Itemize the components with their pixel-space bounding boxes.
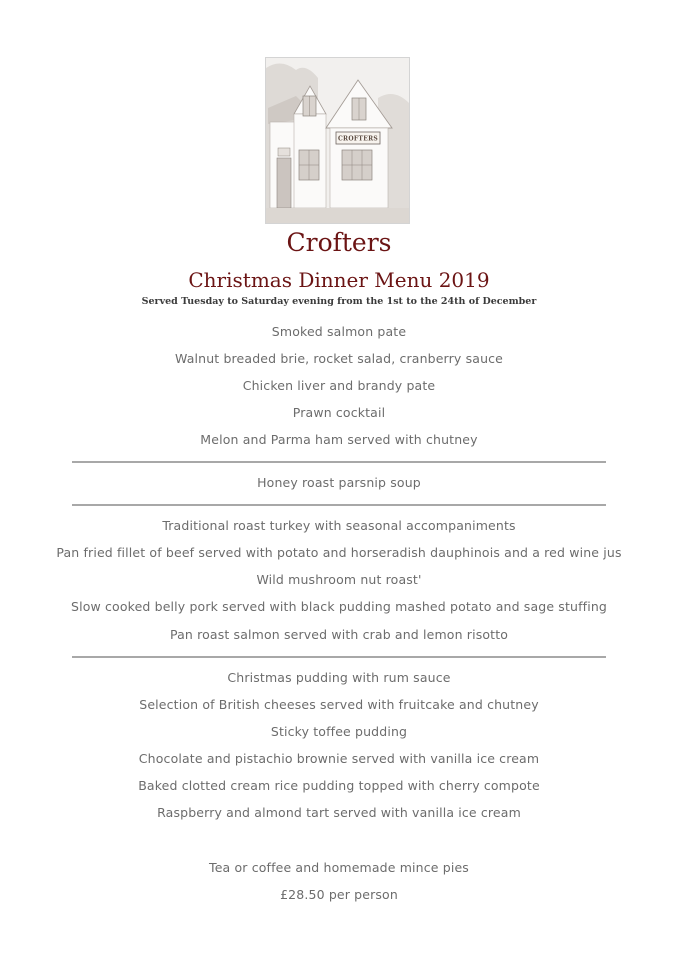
dessert-item: Sticky toffee pudding bbox=[270, 724, 408, 739]
photo-sign-text: CROFTERS bbox=[337, 135, 379, 143]
dessert-item: Raspberry and almond tart served with vanilla ice cream bbox=[157, 805, 521, 820]
starter-item: Smoked salmon pate bbox=[271, 324, 407, 339]
section-divider bbox=[72, 656, 606, 658]
restaurant-photo bbox=[265, 57, 410, 224]
starter-item: Prawn cocktail bbox=[292, 405, 386, 420]
soup-item: Honey roast parsnip soup bbox=[257, 475, 421, 490]
dessert-item: Selection of British cheeses served with fruitcake and chutney bbox=[139, 697, 539, 712]
starter-item: Chicken liver and brandy pate bbox=[242, 378, 436, 393]
dessert-item: Baked clotted cream rice pudding topped with cherry compote bbox=[138, 778, 540, 793]
menu-title: Christmas Dinner Menu 2019 bbox=[188, 268, 490, 292]
section-divider bbox=[72, 504, 606, 506]
section-divider bbox=[72, 461, 606, 463]
main-item: Slow cooked belly pork served with black pudding mashed potato and sage stuffing bbox=[71, 599, 607, 614]
main-item: Pan roast salmon served with crab and lemon risotto bbox=[169, 627, 509, 642]
dessert-item: Chocolate and pistachio brownie served with vanilla ice cream bbox=[138, 751, 540, 766]
served-note: Served Tuesday to Saturday evening from the 1st to the 24th of December bbox=[141, 296, 537, 307]
extras-note: Tea or coffee and homemade mince pies bbox=[209, 860, 469, 875]
building-sketch bbox=[266, 58, 409, 223]
restaurant-name: Crofters bbox=[286, 228, 392, 257]
starter-item: Melon and Parma ham served with chutney bbox=[200, 432, 478, 447]
starter-item: Walnut breaded brie, rocket salad, cranberry sauce bbox=[174, 351, 503, 366]
main-item: Traditional roast turkey with seasonal accompaniments bbox=[162, 518, 516, 533]
main-item: Wild mushroom nut roast' bbox=[256, 572, 422, 587]
main-item: Pan fried fillet of beef served with potato and horseradish dauphinois and a red wine jus bbox=[56, 545, 622, 560]
price: £28.50 per person bbox=[280, 887, 398, 902]
dessert-item: Christmas pudding with rum sauce bbox=[227, 670, 451, 685]
